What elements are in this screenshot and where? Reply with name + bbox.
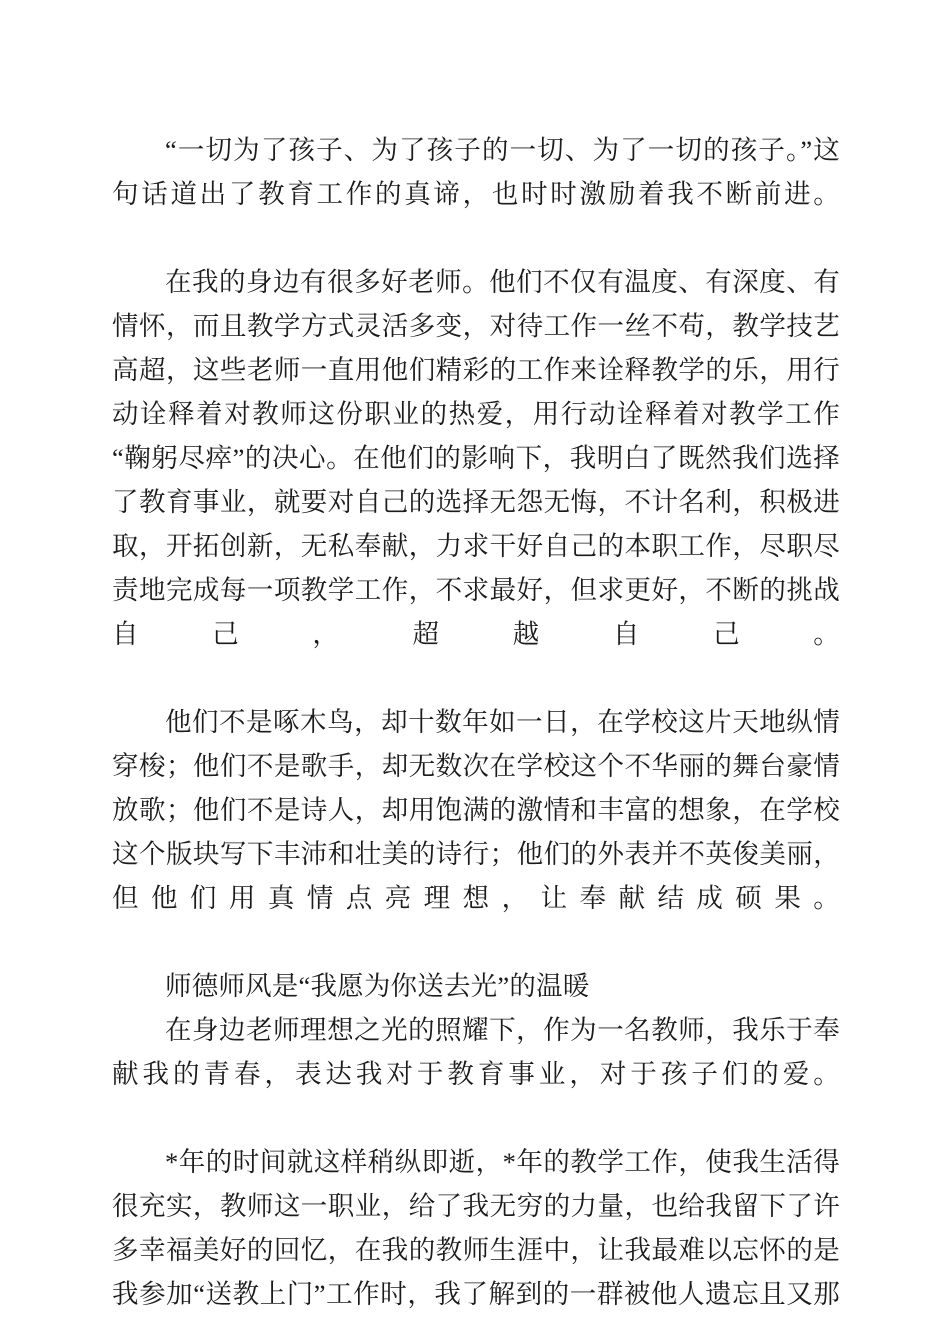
document-text-body bbox=[112, 128, 840, 1344]
paragraph-dedication: 在身边老师理想之光的照耀下，作为一名教师，我乐于奉献我的青春，表达我对于教育事业，对于孩子们的爱。 bbox=[112, 1015, 840, 1089]
paragraph-quote-intro: “一切为了孩子、为了孩子的一切、为了一切的孩子。”这句话道出了教育工作的真谛，也时时激励着我不断前进。 bbox=[112, 135, 840, 209]
paragraph-good-teachers: 在我的身边有很多好老师。他们不仅有温度、有深度、有情怀，而且教学方式灵活多变，对待工作一丝不苟，教学技艺高超，这些老师一直用他们精彩的工作来诠释教学的乐，用行动诠释着对教师这份职业的热爱，用行动诠释着对教学工作“鞠躬尽瘁”的决心。在他们的影响下，我明白了既然我们选择了教育事业，就要对自己的选择无怨无悔，不计名利，积极进取，开拓创新，无私奉献，力求干好自己的本职工作，尽职尽责地完成每一项教学工作，不求最好，但求更好，不断的挑战自己，超越自己。 bbox=[112, 267, 840, 649]
paragraph-subheading-warmth: 师德师风是“我愿为你送去光”的温暖 bbox=[165, 971, 590, 1001]
paragraph-years-reflection: *年的时间就这样稍纵即逝，*年的教学工作，使我生活得很充实，教师这一职业，给了我无穷的力量，也给我留下了许多幸福美好的回忆，在我的教师生涯中，让我最难以忘怀的是我参加“送教上门”工作时，我了解到的一群被他人遗忘且又那 bbox=[112, 1147, 840, 1309]
paragraph-metaphors: 他们不是啄木鸟，却十数年如一日，在学校这片天地纵情穿梭；他们不是歌手，却无数次在学校这个不华丽的舞台豪情放歌；他们不是诗人，却用饱满的激情和丰富的想象，在学校这个版块写下丰沛和壮美的诗行；他们的外表并不英俊美丽，但他们用真情点亮理想，让奉献结成硕果。 bbox=[112, 707, 840, 913]
